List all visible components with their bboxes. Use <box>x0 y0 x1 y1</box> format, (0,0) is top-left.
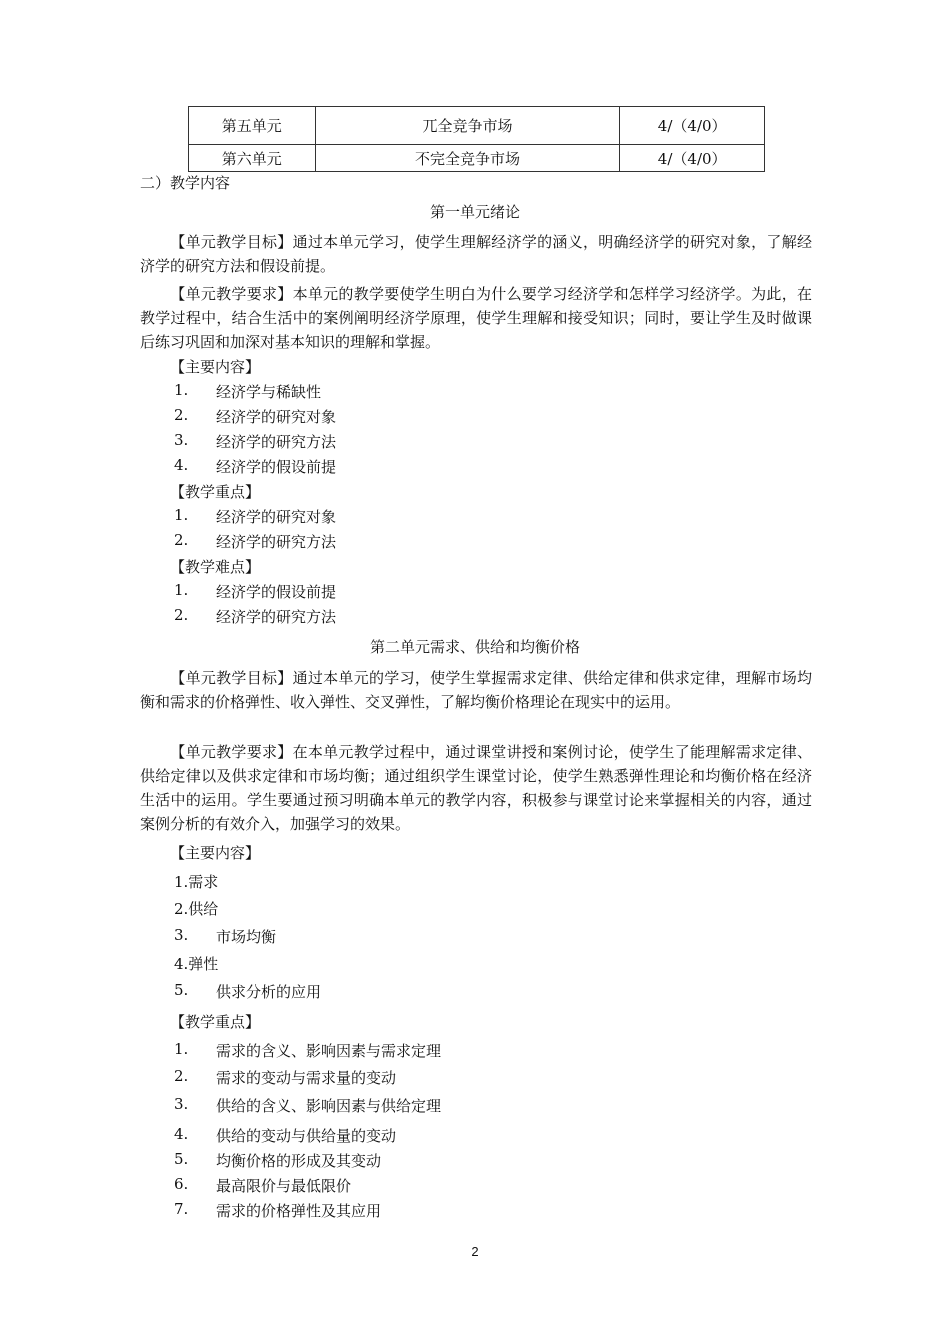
table-row <box>189 145 765 172</box>
unit2-key-label: 【教学重点】 <box>170 1013 261 1031</box>
list-item-number: 5. <box>174 981 189 999</box>
list-item: 4.弹性 <box>174 955 219 973</box>
list-item-number: 7. <box>174 1200 189 1218</box>
unit2-goal-text: 【单元教学目标】通过本单元的学习，使学生掌握需求定律、供给定律和供求定律，理解市场均衡和需求的价格弹性、收入弹性、交叉弹性，了解均衡价格理论在现实中的运用。 <box>140 669 812 711</box>
list-item: 经济学的研究方法 <box>216 433 337 451</box>
list-item-number: 4. <box>174 1125 189 1143</box>
unit2-title: 第二单元需求、供给和均衡价格 <box>369 638 580 656</box>
list-item-number: 5. <box>174 1150 189 1168</box>
list-item-number: 2. <box>174 606 189 624</box>
unit2-requirement-text: 【单元教学要求】在本单元教学过程中，通过课堂讲授和案例讨论，使学生了能理解需求定律、供给定律以及供求定律和市场均衡；通过组织学生课堂讨论，使学生熟悉弹性理论和均衡价格在经济生活中的运用。学生要通过预习明确本单元的教学内容，积极参与课堂讨论来掌握相关的内容，通过案例分析的有效介入，加强学习的效果。 <box>140 743 812 833</box>
list-item-number: 1. <box>174 581 189 599</box>
section-heading: 二）教学内容 <box>140 174 231 192</box>
list-item-number: 4. <box>174 456 189 474</box>
list-item: 经济学的研究方法 <box>216 608 337 626</box>
unit2-content-label: 【主要内容】 <box>170 844 261 862</box>
list-item-number: 2. <box>174 531 189 549</box>
list-item-number: 3. <box>174 926 189 944</box>
table-row <box>189 107 765 145</box>
unit2-requirement-paragraph <box>140 740 812 836</box>
table-cell-unit: 第五单元 <box>189 107 316 145</box>
list-item-number: 1. <box>174 506 189 524</box>
list-item: 均衡价格的形成及其变动 <box>216 1152 382 1170</box>
list-item: 供给的变动与供给量的变动 <box>216 1127 397 1145</box>
list-item: 1.需求 <box>174 873 219 891</box>
list-item-number: 3. <box>174 1095 189 1113</box>
table-cell-unit: 第六单元 <box>189 145 316 172</box>
unit1-requirement-text: 【单元教学要求】本单元的教学要使学生明白为什么要学习经济学和怎样学习经济学。为此，在教学过程中，结合生活中的案例阐明经济学原理，使学生理解和接受知识；同时，要让学生及时做课后练习巩固和加深对基本知识的理解和掌握。 <box>140 285 812 351</box>
list-item-number: 2. <box>174 1067 189 1085</box>
unit1-content-label: 【主要内容】 <box>170 358 261 376</box>
unit1-key-label: 【教学重点】 <box>170 483 261 501</box>
unit1-title: 第一单元绪论 <box>429 203 520 221</box>
unit1-goal-paragraph <box>140 230 812 278</box>
list-item: 需求的含义、影响因素与需求定理 <box>216 1042 442 1060</box>
list-item-number: 1. <box>174 381 189 399</box>
list-item: 经济学的研究方法 <box>216 533 337 551</box>
list-item: 经济学的假设前提 <box>216 583 337 601</box>
list-item: 需求的变动与需求量的变动 <box>216 1069 397 1087</box>
list-item-number: 3. <box>174 431 189 449</box>
list-item: 经济学与稀缺性 <box>216 383 322 401</box>
list-item: 经济学的研究对象 <box>216 408 337 426</box>
unit1-requirement-paragraph <box>140 282 812 354</box>
list-item-number: 6. <box>174 1175 189 1193</box>
list-item: 供求分析的应用 <box>216 983 322 1001</box>
list-item: 需求的价格弹性及其应用 <box>216 1202 382 1220</box>
unit1-goal-text: 【单元教学目标】通过本单元学习，使学生理解经济学的涵义，明确经济学的研究对象，了解经济学的研究方法和假设前提。 <box>140 233 812 275</box>
unit-hours-table <box>188 106 765 172</box>
list-item-number: 2. <box>174 406 189 424</box>
unit1-difficulty-label: 【教学难点】 <box>170 558 261 576</box>
table-cell-hours: 4/（4/0） <box>620 107 765 145</box>
list-item: 市场均衡 <box>216 928 277 946</box>
page-number: 2 <box>471 1244 479 1259</box>
table-cell-hours: 4/（4/0） <box>620 145 765 172</box>
list-item: 经济学的假设前提 <box>216 458 337 476</box>
table-cell-topic: 不完全竞争市场 <box>315 145 620 172</box>
list-item: 最高限价与最低限价 <box>216 1177 352 1195</box>
list-item-number: 1. <box>174 1040 189 1058</box>
list-item: 2.供给 <box>174 900 219 918</box>
list-item: 供给的含义、影响因素与供给定理 <box>216 1097 442 1115</box>
list-item: 经济学的研究对象 <box>216 508 337 526</box>
table-cell-topic: 兀全竞争市场 <box>315 107 620 145</box>
unit2-goal-paragraph <box>140 666 812 714</box>
